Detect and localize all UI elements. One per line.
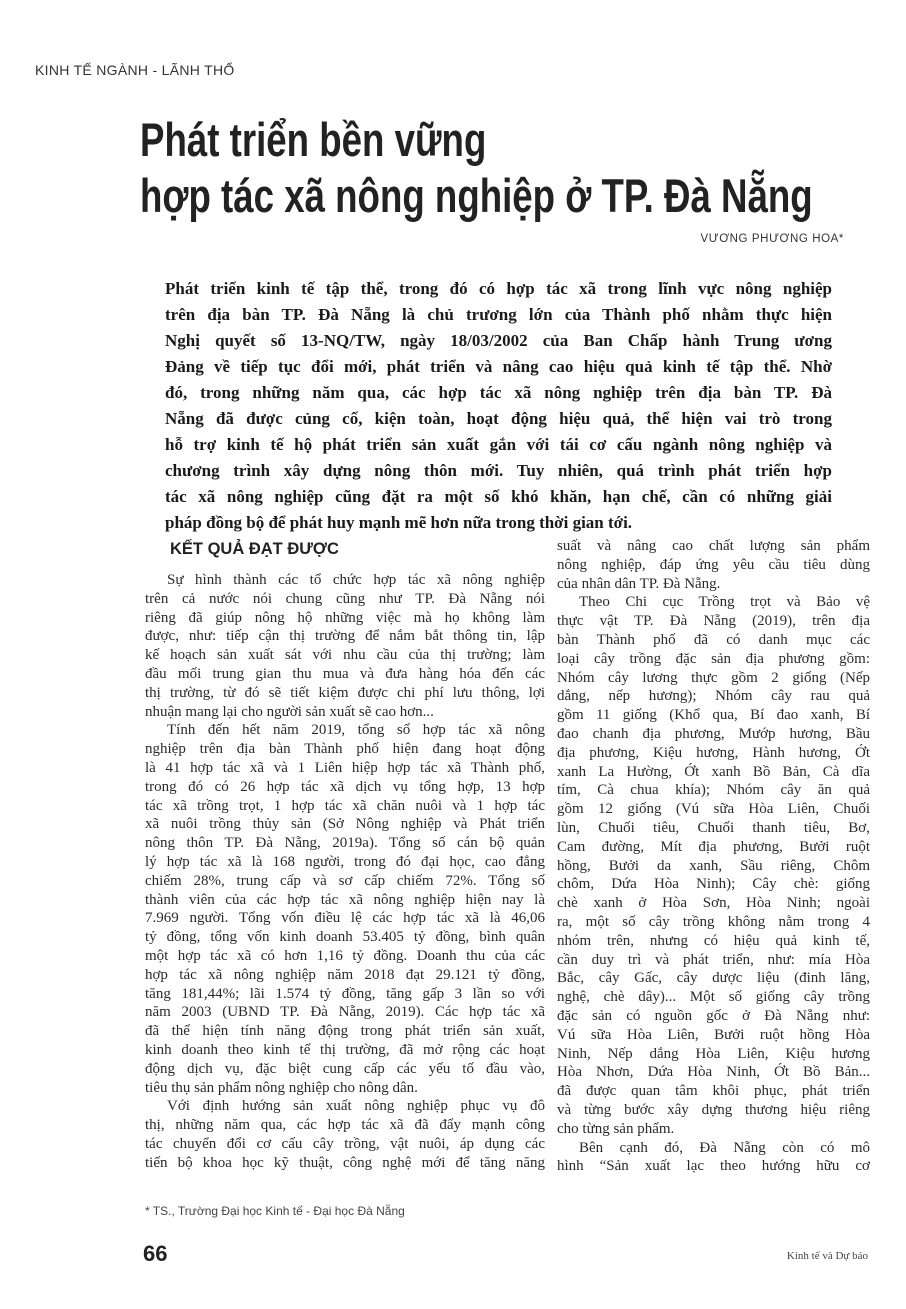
text-line: động dịch vụ, đặc biệt cung cấp các yếu tố đầu vào, <box>145 1060 545 1077</box>
text-line: được, như: tiếp cận thị trường để nắm bắt thông tin, lập <box>145 628 545 645</box>
text-line: thị, những năm qua, các hợp tác xã đã đẩy mạnh công <box>145 1117 545 1134</box>
abstract-line: đó, trong những năm qua, các hợp tác xã nông nghiệp trên địa bàn TP. Đà <box>165 383 832 402</box>
abstract-line: Nẵng đã được củng cố, kiện toàn, hoạt động hiệu quả, thể hiện vai trò trong <box>165 409 832 428</box>
text-line: nông nghiệp, đáp ứng yêu cầu tiêu dùng <box>557 556 870 573</box>
abstract-line: Nghị quyết số 13-NQ/TW, ngày 18/03/2002 của Ban Chấp hành Trung ương <box>165 331 832 350</box>
text-line: chè xanh ở Hòa Sơn, Hòa Ninh; ngoài <box>557 895 870 912</box>
text-line: Hòa Nhơn, Dứa Hòa Ninh, Ớt Bồ Bản... <box>557 1064 870 1081</box>
section-label: KINH TẾ NGÀNH - LÃNH THỔ <box>35 62 235 78</box>
text-line: Theo Chi cục Trồng trọt và Bảo vệ <box>579 594 870 611</box>
text-line: Vú sữa Hòa Liên, Bưởi ruột hồng Hòa <box>557 1026 870 1043</box>
text-line: cần duy trì và phát triển, như: mía Hòa <box>557 951 870 968</box>
abstract-line: trên địa bàn TP. Đà Nẵng là chủ trương lớn của Thành phố nhằm thực hiện <box>165 305 832 324</box>
abstract-line: chương trình xây dựng nông thôn mới. Tuy nhiên, quá trình phát triển hợp <box>165 461 832 480</box>
text-line: riêng đã giúp nông hộ những việc mà họ không làm <box>145 609 545 626</box>
text-line: Tính đến hết năm 2019, tổng số hợp tác xã nông <box>167 722 545 739</box>
text-line: tỷ đồng, tổng vốn kinh doanh 53.405 tỷ đồng, bình quân <box>145 929 545 946</box>
text-line: Ninh, Nếp dắng Hòa Liên, Kiệu hương <box>557 1045 870 1062</box>
abstract-line: pháp đồng bộ để phát huy mạnh mẽ hơn nữa trong thời gian tới. <box>165 513 633 532</box>
text-line: xanh La Hường, Ớt xanh Bồ Bản, Cà dĩa <box>557 763 870 780</box>
text-line: hợp tác xã nông nghiệp năm 2018 đạt 29.121 tỷ đồng, <box>145 966 545 983</box>
text-line: đã được quan tâm khôi phục, phát triển <box>557 1083 870 1100</box>
paragraph <box>145 1097 545 1172</box>
text-line: tím, Cà chua khía); Nhóm cây ăn quả <box>557 782 870 799</box>
text-line: nghệ, chè dây)... Một số giống cây trồng <box>557 989 870 1006</box>
abstract <box>165 276 832 536</box>
text-line: tiêu thụ sản phẩm nông nghiệp cho nông dân. <box>145 1079 418 1096</box>
text-line: tác chuyển đổi cơ cấu cây trồng, vật nuôi, áp dụng các <box>145 1135 545 1152</box>
text-line: kế hoạch sản xuất sát với nhu cầu của thị trường; làm <box>145 647 545 664</box>
text-line: lùn, Chuối tiêu, Chuối thanh tiêu, Bơ, <box>557 819 870 836</box>
journal-name: Kinh tế và Dự báo <box>786 1250 868 1262</box>
text-line: chiếm 28%, trung cấp và sơ cấp chiếm 72%. Tổng số <box>145 872 545 889</box>
text-line: nhóm trên, nhưng có hiệu quả kinh tế, <box>557 932 870 949</box>
text-line: trong đó có 26 hợp tác xã dịch vụ tổng hợp, 13 hợp <box>145 778 545 795</box>
paragraph <box>557 593 870 1138</box>
text-line: thị trường, từ đó sẽ tiết kiệm được chi phí lưu thông, lợi <box>145 684 545 701</box>
text-line: đã thể hiện tính năng động trong phát triển sản xuất, <box>145 1023 545 1040</box>
text-line: chôm, Dứa Hòa Ninh); Cây chè: giống <box>557 876 870 893</box>
text-line: Cam đường, Mít địa phương, Bưởi ruột <box>557 838 870 855</box>
article-title <box>140 112 813 224</box>
author-name: VƯƠNG PHƯƠNG HOA* <box>700 233 844 245</box>
abstract-line: hỗ trợ kinh tế hộ phát triển sản xuất gắn với tái cơ cấu ngành nông nghiệp và <box>165 435 832 454</box>
paragraph <box>145 721 545 1097</box>
page-number: 66 <box>143 1241 168 1266</box>
text-line: thực vật TP. Đà Nẵng (2019), trên địa <box>557 613 870 630</box>
text-line: là 41 hợp tác xã và 1 Liên hiệp hợp tác xã Thành phố, <box>145 759 545 776</box>
text-line: Sự hình thành các tổ chức hợp tác xã nông nghiệp <box>167 572 545 588</box>
text-line: ra, một số cây trồng không nằm trong 4 <box>557 913 870 930</box>
title-line-2: hợp tác xã nông nghiệp ở TP. Đà Nẵng <box>140 169 813 222</box>
text-line: 7.969 người. Tổng vốn điều lệ các hợp tác xã là 46,06 <box>145 910 545 927</box>
text-line: và từng bước xây dựng thương hiệu riêng <box>557 1101 870 1118</box>
text-line: bàn Thành phố đã có danh mục các <box>557 631 870 648</box>
text-line: suất và nâng cao chất lượng sản phẩm <box>557 538 870 554</box>
abstract-line: Phát triển kinh tế tập thể, trong đó có hợp tác xã trong lĩnh vực nông nghiệp <box>165 279 832 298</box>
abstract-line: tác xã nông nghiệp cũng đặt ra một số khó khăn, hạn chế, cần có những giải <box>165 487 832 506</box>
section-heading: KẾT QUẢ ĐẠT ĐƯỢC <box>170 540 339 558</box>
text-line: đầu mối trung gian thu mua và đưa hàng hóa đến các <box>145 665 545 682</box>
text-line: Nhóm cây lương thực gồm 2 giống (Nếp <box>557 669 870 686</box>
text-line: hình “Sản xuất lạc theo hướng hữu cơ <box>557 1158 870 1175</box>
paragraph <box>557 537 870 593</box>
paragraph <box>557 1139 870 1177</box>
text-line: năm 2003 (UBND TP. Đà Nẵng, 2019). Các hợp tác xã <box>145 1004 545 1021</box>
text-line: Bắc, cây Gấc, cây dược liệu (đinh lăng, <box>557 970 870 987</box>
text-line: của nhân dân TP. Đà Nẵng. <box>557 575 721 592</box>
text-line: một hợp tác xã có hơn 1,16 tỷ đồng. Doanh thu của các <box>145 947 545 964</box>
footnote: * TS., Trường Đại học Kinh tế - Đại học Đà Nẵng <box>145 1204 405 1218</box>
text-line: Bên cạnh đó, Đà Nẵng còn có mô <box>579 1139 870 1156</box>
title-line-1: Phát triển bền vững <box>140 113 487 166</box>
right-column <box>557 537 870 1176</box>
text-line: nghiệp trên địa bàn Thành phố hiện đang hoạt động <box>145 741 545 758</box>
text-line: trên cả nước nói chung cũng như TP. Đà Nẵng nói <box>145 590 545 607</box>
text-line: dắng, nếp hương); Nhóm cây rau quả <box>557 688 870 705</box>
text-line: xã nuôi trồng thủy sản (Sở Nông nghiệp và Phát triển <box>145 816 545 833</box>
text-line: cho từng sản phẩm. <box>557 1120 675 1137</box>
text-line: Với định hướng sản xuất nông nghiệp phục vụ đô <box>167 1098 545 1115</box>
text-line: tác xã trồng trọt, 1 hợp tác xã chăn nuôi và 1 hợp tác <box>145 797 545 814</box>
text-line: hồng, Bưởi da xanh, Sầu riêng, Chôm <box>557 857 870 874</box>
text-line: kinh doanh theo kinh tế thị trường, đã mở rộng các hoạt <box>145 1041 545 1058</box>
text-line: địa phương, Kiệu hương, Hành hương, Ớt <box>557 744 870 761</box>
text-line: nhuận mang lại cho người sản xuất sẽ cao hơn... <box>145 703 434 720</box>
text-line: loại cây trồng đặc sản địa phương gồm: <box>557 650 870 667</box>
text-line: thành viên của các hợp tác xã nông nghiệp hiện nay là <box>145 891 545 908</box>
text-line: gồm 12 giống (Vú sữa Hòa Liên, Chuối <box>557 801 870 818</box>
text-line: đao chanh địa phương, Mướp hương, Bầu <box>557 725 870 742</box>
text-line: nông thôn TP. Đà Nẵng, 2019a). Tổng số cán bộ quản <box>145 835 545 852</box>
text-line: đặc sản có nguồn gốc ở Đà Nẵng như: <box>557 1007 870 1024</box>
text-line: tăng 181,44%; lãi 1.574 tỷ đồng, tăng gấp 3 lần so với <box>145 985 545 1002</box>
left-column <box>145 571 545 1173</box>
paragraph <box>145 571 545 721</box>
text-line: lý hợp tác xã là 168 người, trong đó đại học, cao đẳng <box>145 853 545 870</box>
text-line: gồm 11 giống (Khổ qua, Bí đao xanh, Bí <box>557 707 870 724</box>
abstract-line: Đảng về tiếp tục đổi mới, phát triển và nâng cao hiệu quả kinh tế tập thể. Nhờ <box>165 357 832 376</box>
text-line: tiến bộ khoa học kỹ thuật, công nghệ mới để tăng năng <box>145 1154 545 1171</box>
